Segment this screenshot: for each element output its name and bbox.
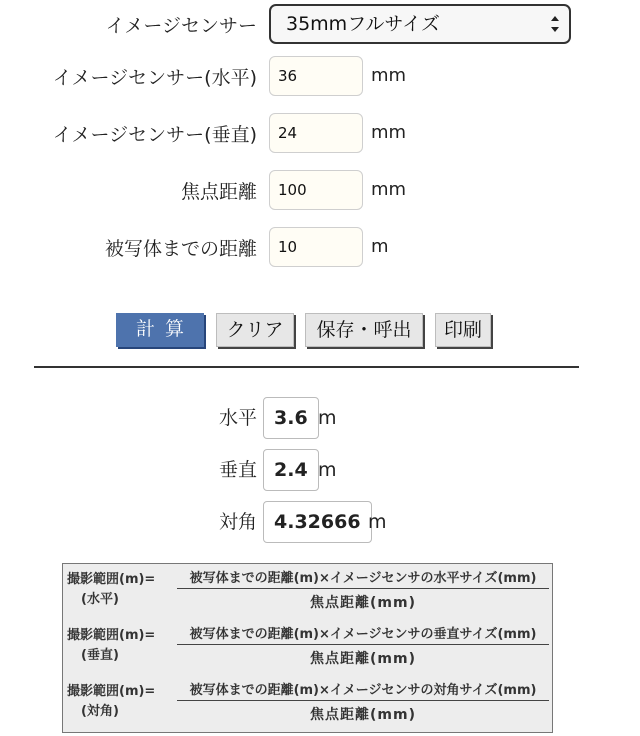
updown-chevron-icon: [549, 13, 561, 35]
subject-distance-label: 被写体までの距離: [104, 238, 257, 260]
formula-sub: (対角): [81, 704, 119, 719]
subject-distance-unit: m: [371, 236, 389, 257]
sensor-height-unit: mm: [371, 122, 407, 143]
subject-distance-input[interactable]: [269, 227, 363, 267]
formula-sub: (水平): [81, 592, 119, 607]
result-horizontal-unit: m: [318, 407, 337, 429]
print-button[interactable]: 印刷: [435, 313, 491, 347]
formula-numerator: 被写体までの距離(m)×イメージセンサの水平サイズ(mm): [189, 571, 537, 586]
formula-numerator: 被写体までの距離(m)×イメージセンサの垂直サイズ(mm): [189, 627, 537, 642]
subject-distance-row: [0, 227, 640, 271]
sensor-type-row: [0, 4, 640, 48]
clear-button[interactable]: クリア: [216, 313, 294, 347]
formula-denominator: 焦点距離(mm): [310, 707, 416, 723]
focal-length-label: 焦点距離: [180, 181, 257, 203]
sensor-type-label: イメージセンサー: [105, 15, 257, 37]
result-diagonal-label: 対角: [218, 511, 257, 533]
result-diagonal-value: 4.32666: [263, 501, 372, 543]
fraction-line: [177, 644, 549, 645]
formula-lhs: 撮影範囲(m)=: [67, 628, 156, 643]
formula-panel: [62, 563, 553, 733]
formula-denominator: 焦点距離(mm): [310, 651, 416, 667]
sensor-height-row: [0, 113, 640, 157]
formula-diagonal: [63, 676, 552, 732]
formula-numerator: 被写体までの距離(m)×イメージセンサの対角サイズ(mm): [189, 683, 537, 698]
result-vertical-label: 垂直: [218, 459, 257, 481]
sensor-type-value: 35mmフルサイズ: [286, 13, 440, 35]
formula-horizontal: [63, 564, 552, 620]
sensor-width-row: [0, 56, 640, 100]
formula-lhs: 撮影範囲(m)=: [67, 572, 156, 587]
focal-length-unit: mm: [371, 179, 407, 200]
sensor-width-unit: mm: [371, 65, 407, 86]
save-load-button[interactable]: 保存・呼出: [305, 313, 423, 347]
sensor-width-input[interactable]: [269, 56, 363, 96]
result-vertical-unit: m: [318, 459, 337, 481]
result-diagonal-unit: m: [368, 511, 387, 533]
fraction-line: [177, 700, 549, 701]
formula-sub: (垂直): [81, 648, 119, 663]
sensor-width-label: イメージセンサー(水平): [52, 67, 257, 89]
formula-vertical: [63, 620, 552, 676]
formula-denominator: 焦点距離(mm): [310, 595, 416, 611]
result-horizontal-value: 3.6: [263, 397, 319, 439]
formula-lhs: 撮影範囲(m)=: [67, 684, 156, 699]
sensor-height-label: イメージセンサー(垂直): [52, 124, 257, 146]
focal-length-row: [0, 170, 640, 214]
sensor-height-input[interactable]: [269, 113, 363, 153]
result-horizontal-label: 水平: [218, 407, 257, 429]
fraction-line: [177, 588, 549, 589]
divider: [34, 366, 579, 368]
sensor-type-select[interactable]: [269, 4, 571, 44]
calculate-button[interactable]: 計算: [116, 313, 204, 347]
result-vertical-value: 2.4: [263, 449, 319, 491]
focal-length-input[interactable]: [269, 170, 363, 210]
